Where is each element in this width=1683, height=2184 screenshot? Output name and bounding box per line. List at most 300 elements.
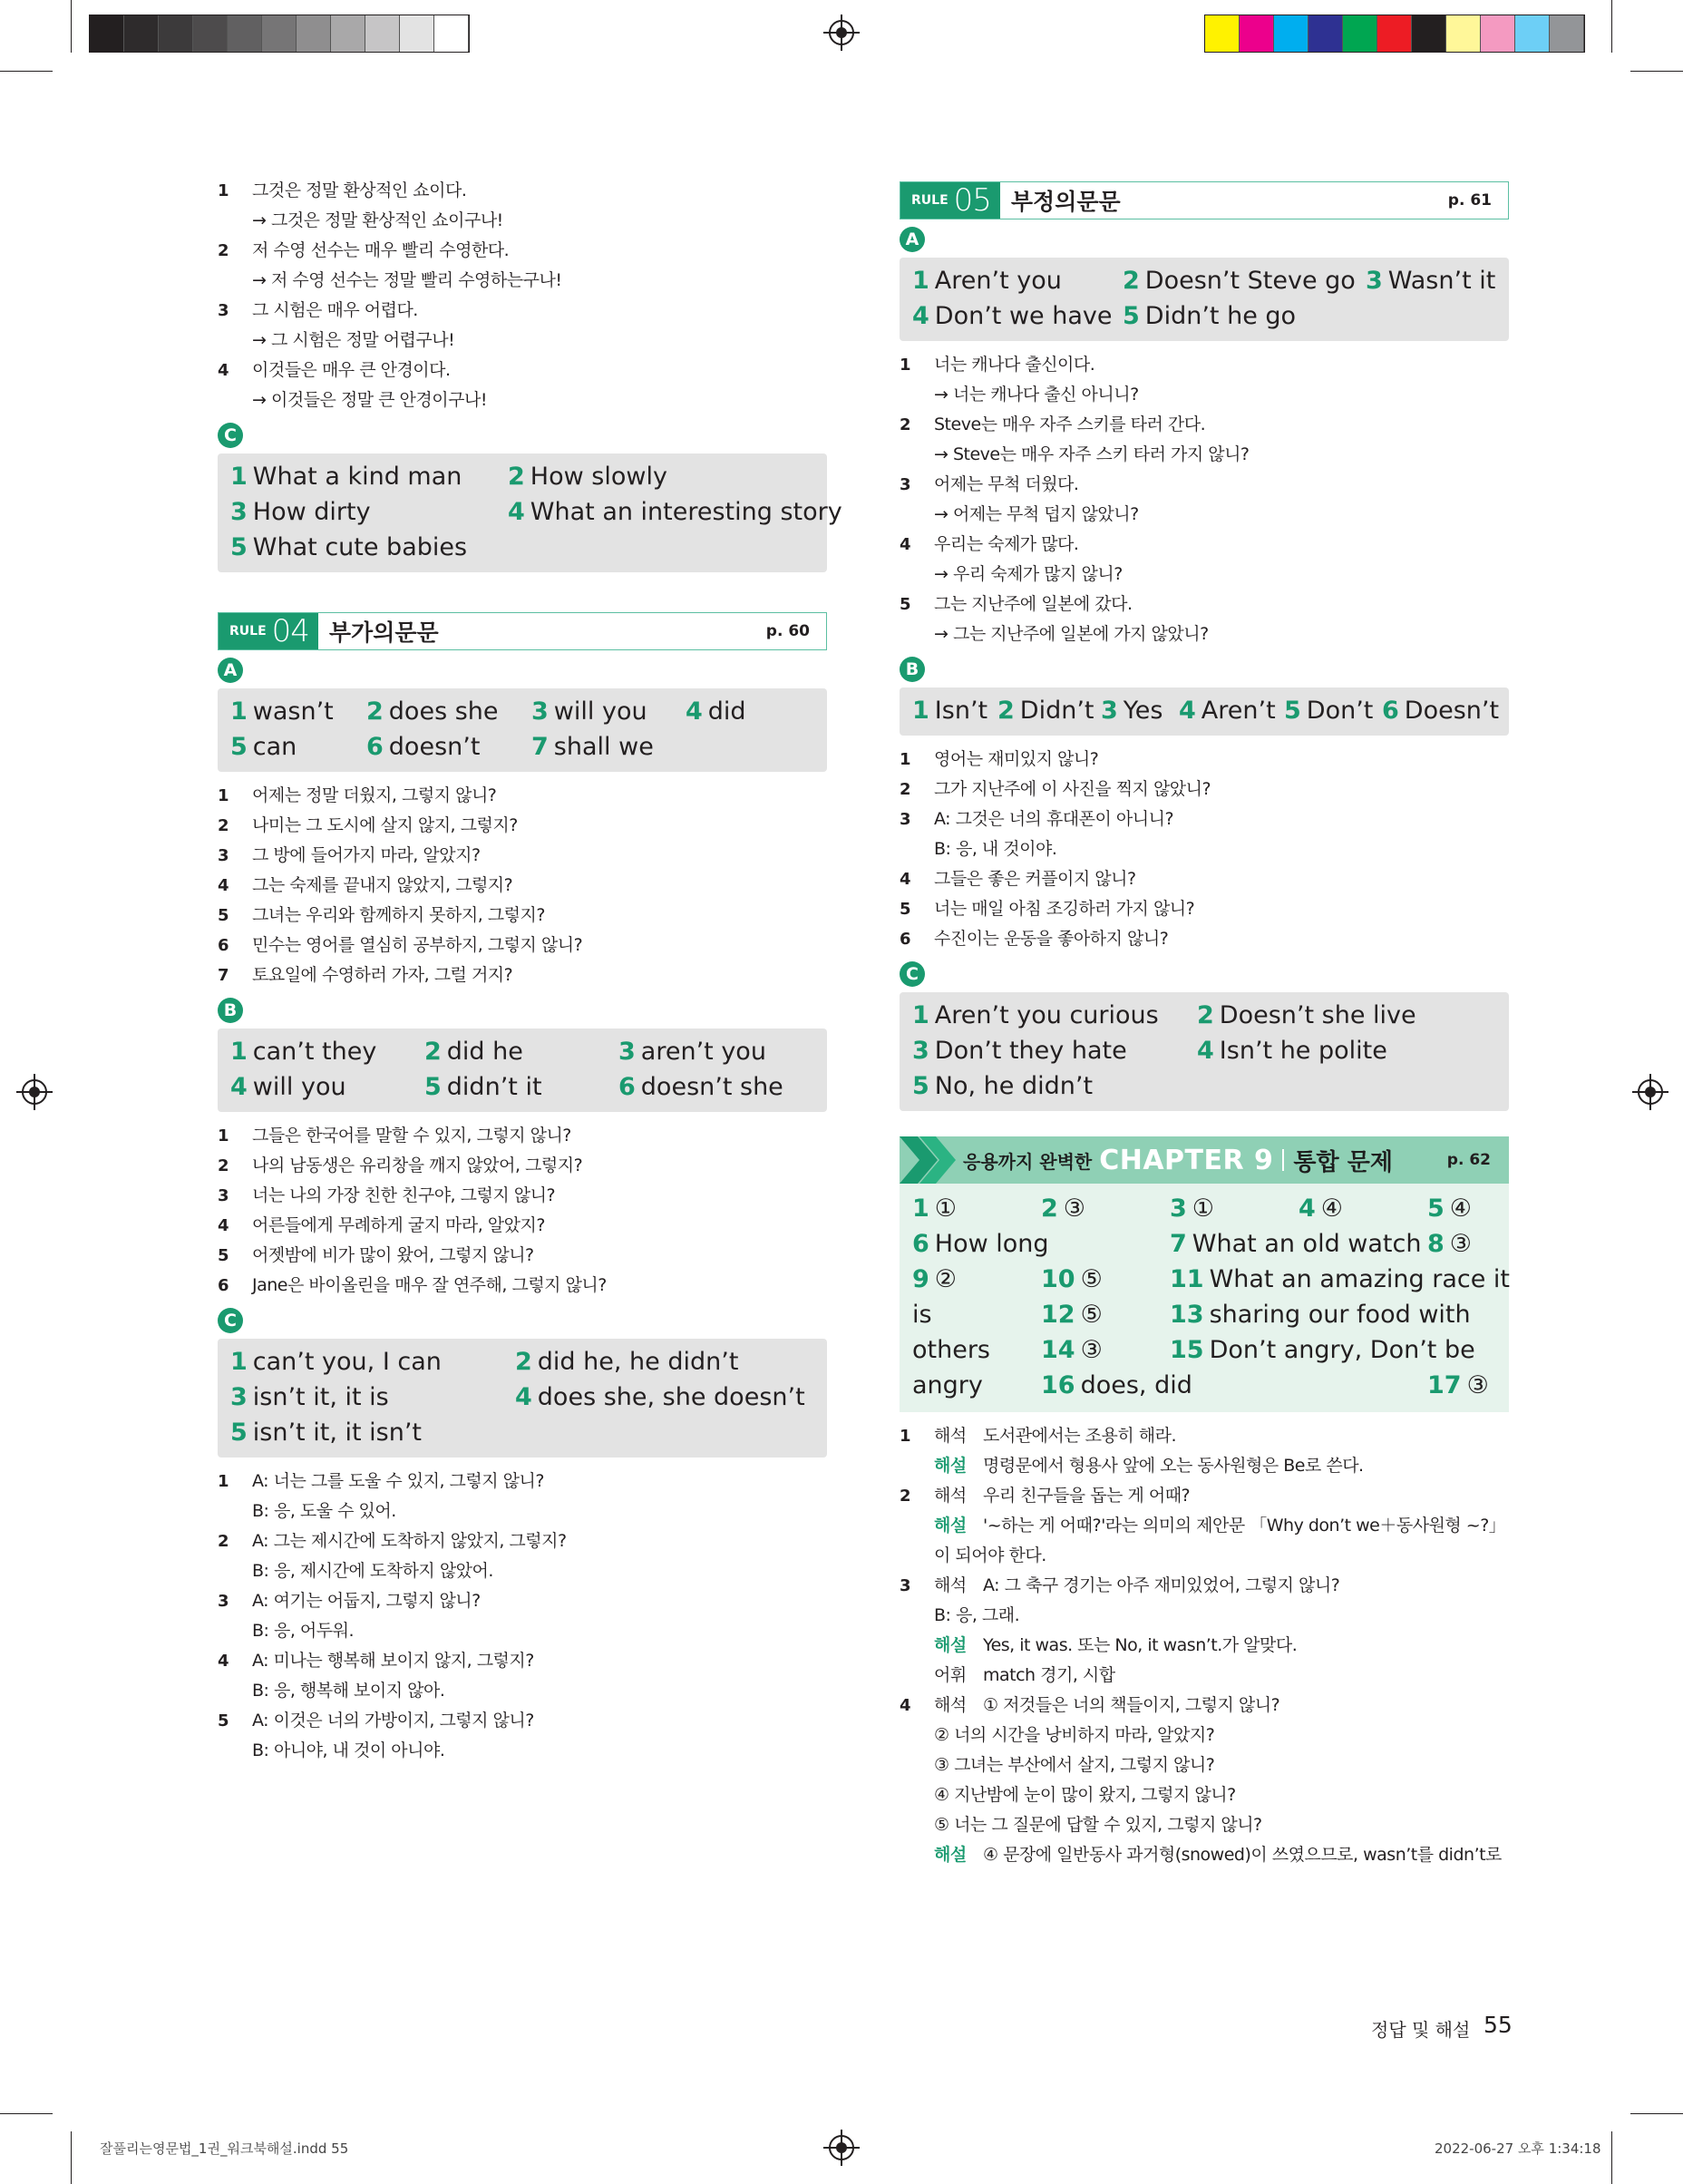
color-swatch: [1343, 15, 1377, 52]
chapter-number: CHAPTER 9: [1099, 1144, 1274, 1176]
answer-text: Aren’t you: [934, 267, 1062, 295]
answer-cell: [997, 697, 1101, 725]
answer-row: [230, 459, 814, 494]
answer-text: doesn’t: [388, 733, 481, 761]
answer-number: 5: [1123, 302, 1140, 330]
answer-number: 4: [515, 1383, 532, 1411]
chapter-answer-row: [912, 1226, 1496, 1262]
answer-row: [230, 1344, 814, 1380]
item-number: 5: [900, 595, 911, 614]
explanation-line: [900, 1780, 1509, 1810]
chapter-divider: [1282, 1149, 1284, 1171]
color-swatch: [1240, 15, 1274, 52]
right-column: [900, 176, 1509, 1870]
answer-number: 1: [912, 267, 929, 295]
chapter-answer-cell: [912, 1301, 1041, 1329]
answer-number: 7: [531, 733, 549, 761]
explanation-label: 어휘: [934, 1665, 967, 1685]
item-text: 그 시험은 매우 어렵다.: [252, 300, 418, 320]
item-number: 4: [218, 876, 229, 895]
answer-number: 15: [1170, 1336, 1204, 1364]
item-text: A: 그것은 너의 휴대폰이 아니니?: [934, 809, 1174, 829]
item-number: 6: [900, 930, 911, 949]
translation-line: [218, 781, 827, 811]
item-number: 1: [218, 786, 229, 805]
chapter-answer-row: [912, 1332, 1496, 1368]
answer-text: Didn’t: [1019, 697, 1094, 725]
translation-line: [218, 1616, 827, 1646]
answer-text: ③: [1466, 1371, 1489, 1399]
answer-number: 16: [1041, 1371, 1075, 1399]
answer-cell: [686, 697, 794, 726]
color-swatch: [1481, 15, 1515, 52]
translation-line: [218, 1497, 827, 1526]
chapter-answer-row: [912, 1368, 1496, 1403]
chapter-answer-cell: [1170, 1265, 1511, 1293]
answer-number: 1: [230, 1038, 248, 1066]
explanation-text: Yes, it was. 또는 No, it wasn’t.가 알맞다.: [983, 1635, 1298, 1655]
translation-line: [218, 1736, 827, 1766]
explanation-label: 해설: [934, 1516, 967, 1536]
answer-box-b: [218, 1029, 827, 1112]
translation-line: [900, 834, 1509, 864]
explanation-line: [900, 1451, 1509, 1481]
item-number: 7: [218, 966, 229, 985]
answer-text: What an amazing race it: [1209, 1265, 1511, 1293]
answer-cell: [1382, 697, 1500, 725]
chapter-answer-cell: [912, 1371, 1041, 1399]
item-text: A: 미나는 행복해 보이지 않지, 그렇지?: [252, 1651, 534, 1671]
answer-cell: [230, 733, 366, 761]
explanation-line: [900, 1511, 1509, 1541]
answer-text: will you: [553, 697, 647, 726]
section-a-translations: [900, 350, 1509, 649]
answer-text: did: [707, 697, 746, 726]
translation-line: [900, 590, 1509, 619]
answer-number: 5: [230, 533, 248, 561]
item-number: 6: [218, 1276, 229, 1295]
item-number: 3: [218, 846, 229, 865]
item-text: → 그것은 정말 환상적인 쇼이구나!: [252, 210, 503, 230]
answer-text: ⑤: [1080, 1265, 1103, 1293]
section-badge: C: [218, 423, 243, 448]
answer-cell: [230, 1348, 515, 1376]
answer-text: didn’t it: [446, 1073, 542, 1101]
gray-swatch: [365, 15, 400, 52]
item-text: A: 너는 그를 도울 수 있지, 그렇지 않니?: [252, 1471, 544, 1491]
item-text: 토요일에 수영하러 가자, 그럴 거지?: [252, 965, 513, 985]
section-badge: C: [218, 1308, 243, 1333]
item-text: 나의 남동생은 유리창을 깨지 않았어, 그렇지?: [252, 1155, 583, 1175]
answer-cell: [618, 1073, 800, 1101]
answer-number: 6: [618, 1073, 636, 1101]
item-number: 3: [900, 810, 911, 829]
answer-number: 5: [912, 1072, 929, 1100]
item-text: 우리는 숙제가 많다.: [934, 534, 1079, 554]
explanation-text: ③ 그녀는 부산에서 살지, 그렇지 않니?: [934, 1755, 1215, 1775]
item-text: 어른들에게 무례하게 굴지 마라, 알았지?: [252, 1215, 545, 1235]
translation-line: [218, 1181, 827, 1211]
explanation-line: [900, 1840, 1509, 1870]
answer-row: [230, 494, 842, 530]
section-a-translations: [218, 781, 827, 990]
item-text: Steve는 매우 자주 스키를 타러 간다.: [934, 414, 1206, 434]
chapter-answer-cell: [912, 1336, 1041, 1364]
explanation-text: ④ 문장에 일반동사 과거형(snowed)이 쓰였으므로, wasn’t를 didn’t로: [983, 1845, 1502, 1865]
item-number: 4: [218, 1652, 229, 1671]
gray-swatch: [90, 15, 124, 52]
answer-text: isn’t it, it is: [252, 1383, 389, 1411]
item-number: 2: [900, 1487, 911, 1506]
translation-line: [218, 1556, 827, 1586]
chapter-answer-cell: [1041, 1265, 1170, 1293]
answer-cell: [515, 1348, 814, 1376]
answer-number: 4: [1197, 1037, 1214, 1065]
answer-cell: [508, 498, 842, 526]
item-text: 어제는 무척 더웠다.: [934, 474, 1079, 494]
answer-text: Isn’t: [934, 697, 988, 725]
gray-swatch: [262, 15, 297, 52]
answer-cell: [1123, 302, 1366, 330]
explanation-text: ② 너의 시간을 낭비하지 마라, 알았지?: [934, 1725, 1215, 1745]
answer-row: [912, 998, 1496, 1033]
answer-text: ④: [1449, 1194, 1473, 1223]
answer-text: did he, he didn’t: [537, 1348, 739, 1376]
item-text: 나미는 그 도시에 살지 않지, 그렇지?: [252, 815, 518, 835]
chapter-answer-box: [900, 1184, 1509, 1412]
answer-text: ③: [1449, 1230, 1473, 1258]
intro-translations: [218, 176, 827, 415]
answer-text: isn’t it, it isn’t: [252, 1419, 423, 1447]
answer-row: [230, 1034, 814, 1069]
answer-number: 3: [531, 697, 549, 726]
translation-line: [900, 924, 1509, 954]
translation-line: [218, 901, 827, 931]
explanation-line: [900, 1601, 1509, 1631]
explanation-line: [900, 1541, 1509, 1571]
translation-line: [900, 619, 1509, 649]
item-number: 5: [218, 1711, 229, 1731]
translation-line: [218, 871, 827, 901]
answer-cell: [912, 1001, 1197, 1029]
chevron-arrow-icon: [900, 1136, 963, 1184]
item-text: 너는 캐나다 출신이다.: [934, 355, 1095, 375]
answer-box-c: [218, 453, 842, 572]
item-text: B: 응, 도울 수 있어.: [252, 1501, 396, 1521]
explanation-label: 해설: [934, 1635, 967, 1655]
answer-text: What an interesting story: [530, 498, 842, 526]
answer-text: What cute babies: [252, 533, 468, 561]
translation-line: [900, 530, 1509, 560]
item-number: 1: [900, 1427, 911, 1446]
translation-line: [218, 1121, 827, 1151]
answer-row: [912, 1033, 1496, 1068]
translation-line: [900, 440, 1509, 470]
item-text: Jane은 바이올린을 매우 잘 연주해, 그렇지 않니?: [252, 1275, 607, 1295]
rule-number: 05: [953, 182, 991, 219]
answer-number: 1: [230, 697, 248, 726]
rule-number: 04: [271, 613, 309, 649]
answer-number: 2: [366, 697, 384, 726]
translation-line: [218, 1706, 827, 1736]
answer-text: ②: [934, 1265, 958, 1293]
answer-cell: [424, 1073, 618, 1101]
answer-text: Aren’t you curious: [934, 1001, 1159, 1029]
answer-text: can’t you, I can: [252, 1348, 442, 1376]
answer-cell: [1197, 1001, 1487, 1029]
answer-number: 2: [515, 1348, 532, 1376]
item-number: 1: [900, 750, 911, 769]
answer-text: How slowly: [530, 463, 667, 491]
answer-text: will you: [252, 1073, 346, 1101]
answer-text: Doesn’t Steve go: [1144, 267, 1356, 295]
answer-number: 3: [1101, 697, 1118, 725]
registration-mark-icon: [829, 20, 854, 45]
explanation-text: 우리 친구들을 돕는 게 어때?: [983, 1486, 1191, 1506]
answer-cell: [230, 463, 508, 491]
translation-line: [218, 176, 827, 206]
translation-line: [900, 470, 1509, 500]
color-swatch: [1308, 15, 1343, 52]
explanation-line: [900, 1571, 1509, 1601]
footer-label: 정답 및 해설: [1371, 2019, 1471, 2041]
translation-line: [218, 960, 827, 990]
item-text: → 너는 캐나다 출신 아니니?: [934, 385, 1139, 405]
answer-number: 4: [508, 498, 525, 526]
answer-cell: [230, 1038, 424, 1066]
explanation-text: 명령문에서 형용사 앞에 오는 동사원형은 Be로 쓴다.: [983, 1456, 1364, 1476]
translation-line: [900, 410, 1509, 440]
item-text: B: 아니야, 내 것이 아니야.: [252, 1740, 445, 1760]
answer-text: Doesn’t she live: [1219, 1001, 1416, 1029]
item-number: 6: [218, 936, 229, 955]
gray-swatch: [124, 15, 159, 52]
translation-line: [218, 385, 827, 415]
explanation-label: 해설: [934, 1456, 967, 1476]
answer-text: aren’t you: [640, 1038, 766, 1066]
item-number: 5: [900, 900, 911, 919]
answer-number: 5: [230, 733, 248, 761]
color-swatch: [1446, 15, 1481, 52]
chapter-answer-cell: [1170, 1336, 1491, 1364]
answer-number: 2: [424, 1038, 442, 1066]
answer-cell: [230, 1419, 515, 1447]
answer-number: 5: [230, 1419, 248, 1447]
answer-text: Don’t they hate: [934, 1037, 1127, 1065]
answer-text: can’t they: [252, 1038, 377, 1066]
item-number: 1: [218, 1126, 229, 1146]
item-number: 4: [218, 361, 229, 380]
translation-line: [900, 350, 1509, 380]
item-number: 3: [218, 1186, 229, 1205]
chapter-answer-cell: [1170, 1194, 1299, 1223]
explanation-label: 해설: [934, 1845, 967, 1865]
answer-box-a: [900, 258, 1509, 341]
explanation-line: [900, 1750, 1509, 1780]
answer-text: does she, she doesn’t: [537, 1383, 805, 1411]
answer-box-b: [900, 687, 1509, 736]
translation-line: [218, 326, 827, 356]
chapter-answer-row: [912, 1191, 1496, 1226]
chapter-answer-cell: [1427, 1371, 1491, 1399]
item-number: 5: [218, 906, 229, 925]
answer-text: Didn’t he go: [1144, 302, 1297, 330]
answer-box-a: [218, 688, 827, 772]
answer-text: Aren’t: [1201, 697, 1276, 725]
answer-text: Isn’t he polite: [1219, 1037, 1387, 1065]
answer-cell: [366, 733, 531, 761]
answer-number: 17: [1427, 1371, 1462, 1399]
section-badge: B: [900, 657, 925, 682]
answer-row: [230, 530, 814, 565]
item-number: 5: [218, 1246, 229, 1265]
answer-number: 2: [1123, 267, 1140, 295]
chapter-answer-cell: [1041, 1194, 1170, 1223]
answer-text: ③: [1080, 1336, 1103, 1364]
answer-number: 4: [686, 697, 703, 726]
answer-number: 3: [230, 498, 248, 526]
item-text: → 이것들은 정말 큰 안경이구나!: [252, 390, 487, 410]
item-text: 너는 나의 가장 친한 친구야, 그렇지 않니?: [252, 1185, 556, 1205]
answer-text: What an old watch: [1192, 1230, 1422, 1258]
answer-text: Don’t: [1306, 697, 1374, 725]
answer-cell: [912, 1037, 1197, 1065]
answer-number: 14: [1041, 1336, 1075, 1364]
answer-number: 12: [1041, 1301, 1075, 1329]
answer-cell: [912, 267, 1123, 295]
item-text: 그 방에 들어가지 마라, 알았지?: [252, 845, 481, 865]
answer-cell: [1366, 267, 1496, 295]
item-text: A: 여기는 어둡지, 그렇지 않니?: [252, 1591, 481, 1611]
chapter-answer-cell: [912, 1230, 1049, 1258]
explanation-line: [900, 1421, 1509, 1451]
item-text: 그것은 정말 환상적인 쇼이다.: [252, 180, 467, 200]
explanation-text: B: 응, 그래.: [934, 1605, 1020, 1625]
left-column: [218, 176, 842, 1766]
gray-swatch: [434, 15, 469, 52]
answer-text: sharing our food with: [1209, 1301, 1471, 1329]
item-text: → 저 수영 선수는 정말 빨리 수영하는구나!: [252, 270, 562, 290]
item-number: 4: [900, 535, 911, 554]
answer-cell: [618, 1038, 800, 1066]
translation-line: [900, 864, 1509, 894]
answer-number: 8: [1427, 1230, 1445, 1258]
item-number: 3: [218, 1592, 229, 1611]
chapter-answer-cell: [1427, 1230, 1491, 1258]
item-number: 1: [218, 181, 229, 200]
gray-swatch: [159, 15, 193, 52]
answer-number: 3: [1366, 267, 1383, 295]
translation-line: [218, 1646, 827, 1676]
gray-swatch: [297, 15, 331, 52]
item-number: 4: [218, 1216, 229, 1235]
section-b-translations: [900, 745, 1509, 954]
explanation-line: [900, 1691, 1509, 1721]
item-number: 4: [900, 870, 911, 889]
rule-05-header: [900, 181, 1509, 219]
translation-line: [900, 894, 1509, 924]
translation-line: [900, 804, 1509, 834]
answer-text: Don’t angry, Don’t be: [1209, 1336, 1475, 1364]
item-number: 2: [218, 1532, 229, 1551]
page-number: 55: [1484, 2012, 1513, 2038]
color-swatch: [1515, 15, 1550, 52]
answer-cell: [912, 1072, 1197, 1100]
color-swatch: [1274, 15, 1308, 52]
chapter-answer-row: [912, 1262, 1511, 1297]
item-text: → Steve는 매우 자주 스키 타러 가지 않니?: [934, 444, 1250, 464]
answer-cell: [1179, 697, 1284, 725]
answer-text: ③: [1063, 1194, 1086, 1223]
answer-cell: [508, 463, 807, 491]
item-text: 저 수영 선수는 매우 빨리 수영한다.: [252, 240, 510, 260]
section-badge: A: [900, 227, 925, 252]
explanation-line: [900, 1810, 1509, 1840]
section-badge: B: [218, 998, 243, 1023]
explanation-label: 해석: [934, 1695, 967, 1715]
chapter-answer-cell: [1041, 1371, 1299, 1399]
answer-number: 3: [618, 1038, 636, 1066]
chapter-answer-cell: [1299, 1194, 1427, 1223]
answer-number: 5: [1427, 1194, 1445, 1223]
chapter-answer-cell: [1041, 1301, 1170, 1329]
answer-text: angry: [912, 1371, 983, 1399]
item-text: → 어제는 무척 덥지 않았니?: [934, 504, 1139, 524]
item-number: 3: [900, 1576, 911, 1595]
answer-number: 5: [424, 1073, 442, 1101]
gray-swatch: [193, 15, 228, 52]
answer-text: wasn’t: [252, 697, 334, 726]
answer-cell: [424, 1038, 618, 1066]
translation-line: [218, 296, 827, 326]
answer-text: Don’t we have: [934, 302, 1113, 330]
item-number: 2: [900, 415, 911, 434]
answer-box-c: [900, 992, 1509, 1111]
item-text: 그들은 한국어를 말할 수 있지, 그렇지 않니?: [252, 1126, 571, 1146]
registration-mark-icon: [829, 2135, 854, 2160]
translation-line: [218, 841, 827, 871]
answer-row: [912, 298, 1496, 334]
slug-datetime: 2022-06-27 오후 1:34:18: [1435, 2140, 1601, 2157]
answer-number: 1: [230, 463, 248, 491]
item-text: B: 응, 내 것이야.: [934, 839, 1057, 859]
explanation-text: ① 저것들은 너의 책들이지, 그렇지 않니?: [983, 1695, 1280, 1715]
answer-number: 2: [997, 697, 1015, 725]
chapter-answer-row: [912, 1297, 1496, 1332]
registration-mark-icon: [22, 1079, 47, 1105]
item-text: B: 응, 어두워.: [252, 1621, 355, 1641]
answer-number: 9: [912, 1265, 929, 1293]
translation-line: [218, 356, 827, 385]
answer-text: Wasn’t it: [1387, 267, 1496, 295]
item-text: 어젯밤에 비가 많이 왔어, 그렇지 않니?: [252, 1245, 534, 1265]
answer-text: others: [912, 1336, 990, 1364]
answer-number: 1: [230, 1348, 248, 1376]
answer-cell: [531, 733, 686, 761]
answer-text: did he: [446, 1038, 523, 1066]
answer-text: shall we: [553, 733, 654, 761]
explanation-text: 도서관에서는 조용히 해라.: [983, 1426, 1177, 1446]
translation-line: [218, 811, 827, 841]
explanation-line: [900, 1721, 1509, 1750]
item-text: 그들은 좋은 커플이지 않니?: [934, 869, 1136, 889]
answer-text: ①: [934, 1194, 958, 1223]
rule-label: RULE: [229, 624, 267, 639]
color-swatch: [1550, 15, 1584, 52]
slug-filename: 잘풀리는영문법_1권_워크북해설.indd 55: [100, 2140, 349, 2157]
answer-text: ④: [1320, 1194, 1344, 1223]
chapter-subtitle: 응용까지 완벽한: [963, 1150, 1093, 1173]
